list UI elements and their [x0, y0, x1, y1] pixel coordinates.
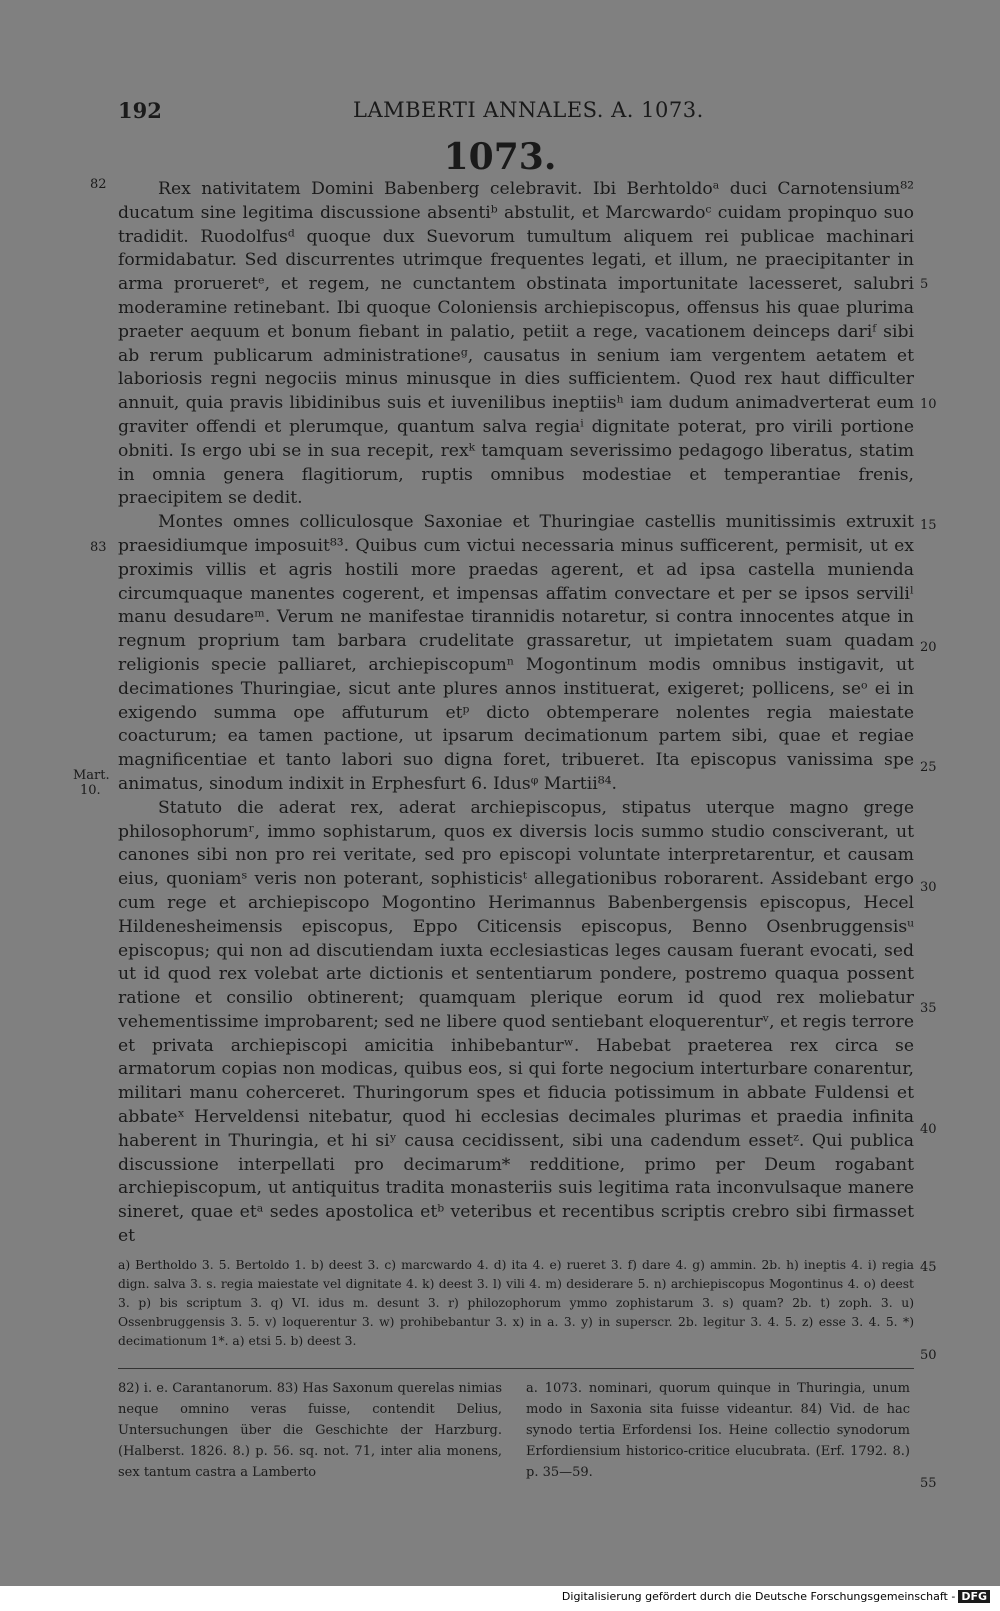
paragraph-3: Statuto die aderat rex, aderat archiepiscopus, stipatus uterque magno grege philosophorumʳ, immo sophistarum, quos ex diversis locis summo studio consciverant, ut canones sibi non pro rei veritate, sed pro episcopi voluntate interpretarentur, et causam eius, quoniamˢ veris non poterant, sophisticisᵗ allegationibus roborarent. Assidebant ergo cum rege et archiepiscopo Mogontino Herimannus Babenbergensis episcopus, Hecel Hildenesheimensis episcopus, Eppo Citicensis episcopus, Benno Osenbruggensisᵘ episcopus; qui non ad discutiendam iuxta ecclesiasticas leges causam fuerant evocati, sed ut id quod rex volebat arte dictionis et sententiarum pondere, postremo quaqua possent ratione et consilio obtinerent; quamquam plerique eorum id quod rex moliebatur vehementissime improbarent; sed ne libere quod sentiebant eloquerenturᵛ, et regis terrore et privata archiepiscopi amicitia inhibebanturʷ. Habebat praeterea rex circa se armatorum copias non modicas, quibus eos, si qui forte negocium interturbare conarentur, militari manu coherceret. Thuringorum spes et fiducia potissimum in abbate Fuldensi et abbateˣ Herveldensi nitebatur, quod hi ecclesias decimales plurimas et praedia infinita haberent in Thuringia, et hi siʸ causa cecidissent, sibi una cadendum essetᶻ. Qui publica discussione interpellati pro decimarum* redditione, primo per Deum rogabant archiepiscopum, ut antiquitus tradita monasteriis suis legitima rata inconvulsaque manere sineret, quae etᵃ sedes apostolica etᵇ veteribus et recentibus scriptis crebro sibi firmasset et	[118, 797, 914, 1247]
footnotes-left-column	[118, 1378, 502, 1483]
footnote-divider	[118, 1368, 914, 1369]
line-number-40: 40	[920, 1122, 937, 1137]
paragraph-2: Montes omnes colliculosque Saxoniae et Thuringiae castellis munitissimis extruxit praesidiumque imposuit⁸³. Quibus cum victui necessaria minus sufficerent, permisit, ut ex proximis villis et agris hostili more praedas agerent, et ad ipsa castella munienda circumquaque manentes cogerent, et impensas affatim convectare et per se ipsos serviliˡ manu desudareᵐ. Verum ne manifestae tirannidis notaretur, si contra innocentes atque in regnum proprium tam barbara crudelitate grassaretur, ut impietatem suam quadam religionis specie palliaret, archiepiscopumⁿ Mogontinum modis omnibus instigavit, ut decimationes Thuringiae, sicut ante plures annos instituerat, exigeret; pollicens, seᵒ ei in exigendo summa ope affuturum etᵖ dicto obtemperare nolentes regia maiestate coacturum; ea tamen pactione, ut ipsarum decimationum partem sibi, quae et regiae magnificentiae et tanto labori suo digna foret, tribueret. Ita episcopus vanissima spe animatus, sinodum indixit in Erphesfurt 6. Idusᵠ Martii⁸⁴.	[118, 512, 914, 794]
line-number-50: 50	[920, 1348, 937, 1363]
line-number-25: 25	[920, 760, 937, 775]
footnotes-right-text: a. 1073. nominari, quorum quinque in Thuringia, unum modo in Saxonia sita fuisse videantur. 84) Vid. de hac synodo tertia Erfordensi Ios. Heine collectio synodorum Erfordiensium historico-critice elucubrata. (Erf. 1792. 8.) p. 35—59.	[526, 1381, 910, 1480]
dfg-logo: DFG	[958, 1590, 990, 1603]
line-number-20: 20	[920, 640, 937, 655]
year-heading: 1073.	[443, 136, 557, 178]
margin-note-82-left: 82	[90, 177, 107, 192]
page-header	[118, 98, 898, 128]
line-number-10: 10	[920, 397, 937, 412]
footnotes-left-text: 82) i. e. Carantanorum. 83) Has Saxonum querelas nimias neque omnino veras fuisse, contendit Delius, Untersuchungen über die Geschichte der Harzburg. (Halberst. 1826. 8.) p. 56. sq. not. 71, inter alia monens, sex tantum castra a Lamberto	[118, 1381, 502, 1480]
line-number-35: 35	[920, 1001, 937, 1016]
margin-date-month: Mart.	[73, 768, 110, 783]
critical-apparatus	[118, 1256, 914, 1351]
page-number: 192	[118, 98, 162, 123]
line-number-55: 55	[920, 1476, 937, 1491]
main-text	[118, 178, 914, 1249]
funding-text: Digitalisierung gefördert durch die Deutsche Forschungsgemeinschaft -	[561, 1590, 956, 1603]
margin-date-day: 10.	[80, 783, 101, 798]
line-number-15: 15	[920, 518, 937, 533]
margin-note-83-left: 83	[90, 540, 107, 555]
running-head: LAMBERTI ANNALES. A. 1073.	[353, 98, 704, 122]
paragraph-1: Rex nativitatem Domini Babenberg celebravit. Ibi Berhtoldoᵃ duci Carnotensium⁸² ducatum sine legitima discussione absentiᵇ abstulit, et Marcwardoᶜ cuidam propinquo suo tradidit. Ruodolfusᵈ quoque dux Suevorum tumultum aliquem rei publicae machinari formidabatur. Sed discurrentes utrimque frequentes legati, et illum, ne praecipitanter in arma prorueretᵉ, et regem, ne cunctantem obstinata importunitate lacesseret, salubri moderamine retinebant. Ibi quoque Coloniensis archiepiscopus, offensus his quae plurima praeter aequum et bonum fiebant in palatio, petiit a rege, vacationem deinceps dariᶠ sibi ab rerum publicarum administrationeᵍ, causatus in senium iam vergentem aetatem et laboriosis regni negociis minus minusque in dies sufficientem. Quod rex haut difficulter annuit, quia pravis libidinibus suis et iuvenilibus ineptiisʰ iam dudum animadverterat eum graviter offendi et plerumque, quantum salva regiaⁱ dignitate poterat, pro virili portione obniti. Is ergo ubi se in sua recepit, rexᵏ tamquam severissimo pedagogo liberatus, statim in omnia genera flagitiorum, ruptis omnibus modestiae et temperantiae frenis, praecipitem se dedit.	[118, 179, 914, 509]
funding-footer	[562, 1590, 990, 1603]
apparatus-text: a) Bertholdo 3. 5. Bertoldo 1. b) deest 3. c) marcwardo 4. d) ita 4. e) rueret 3. f) dare 4. g) ammin. 2b. h) ineptis 4. i) regia dign. salva 3. s. regia maiestate vel dignitate 4. k) deest 3. l) vili 4. m) desiderare 5. n) archiepiscopus Mogontinus 4. o) deest 3. p) bis scriptum 3. q) VI. idus m. desunt 3. r) philozophorum ymmo zophistarum 3. s) quam? 2b. t) zoph. 3. u) Ossenbruggensis 3. 5. v) loquerentur 3. w) prohibebantur 3. x) in a. 3. y) in superscr. 2b. legitur 3. 4. 5. z) esse 3. 4. 5. *) decimationum 1*. a) etsi 5. b) deest 3.	[118, 1258, 914, 1348]
line-number-30: 30	[920, 880, 937, 895]
line-number-5: 5	[920, 277, 929, 292]
line-number-45: 45	[920, 1260, 937, 1275]
footnotes-right-column	[526, 1378, 910, 1483]
